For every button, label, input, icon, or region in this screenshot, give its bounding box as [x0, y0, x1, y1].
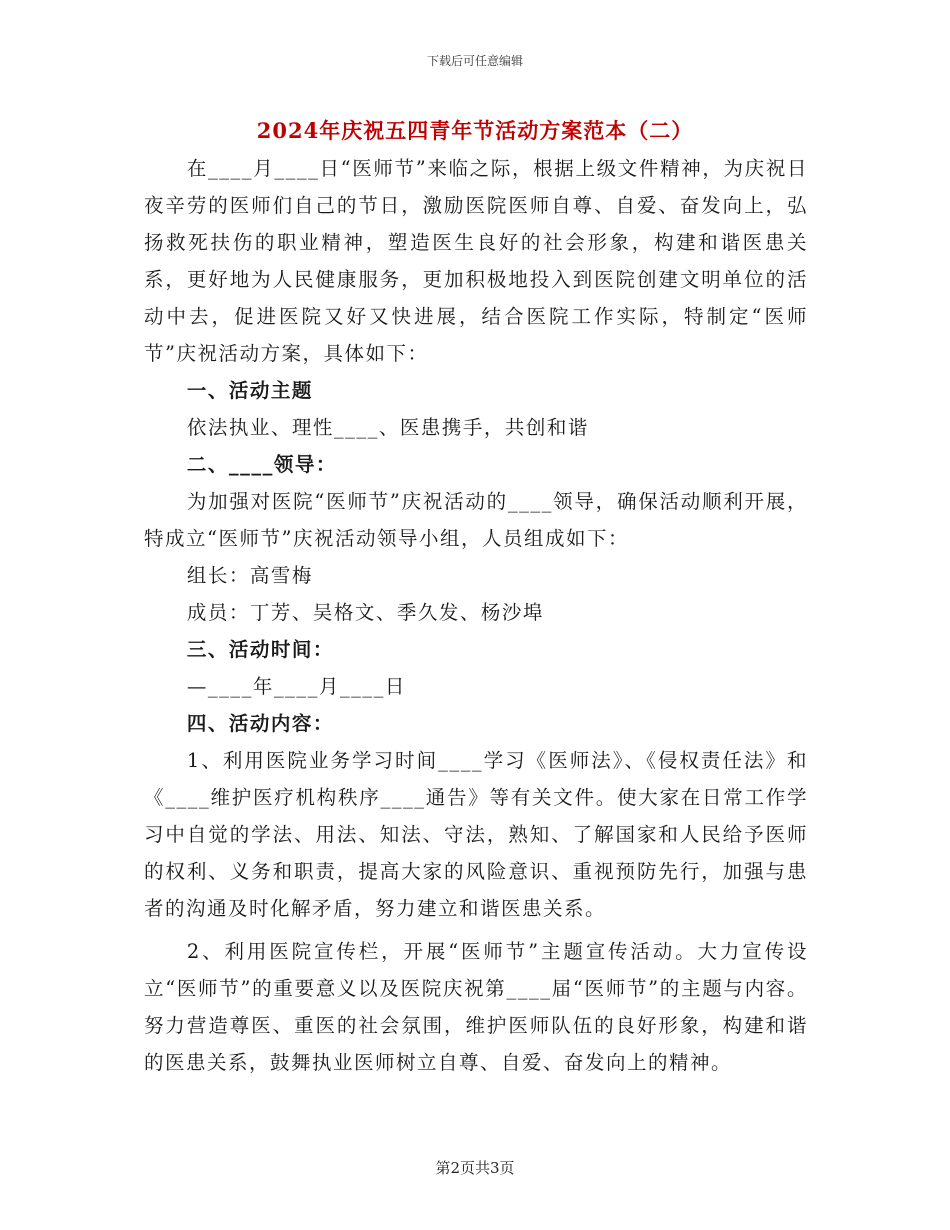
heading-time: 三、活动时间：: [186, 638, 334, 661]
header-note: 下载后可任意编辑: [426, 54, 523, 68]
paragraph-content-2: 2、利用医院宣传栏，开展“医师节”主题宣传活动。大力宣传设立“医师节”的重要意义以及医院庆祝第____届“医师节”的主题与内容。努力营造尊医、重医的社会氛围，维护医师队伍的良好形象，构建和谐的医患关系，鼓舞执业医师树立自尊、自爱、奋发向上的精神。: [144, 940, 808, 1074]
heading-leadership: 二、____领导：: [186, 453, 337, 476]
page-number: 第2页共3页: [435, 1159, 515, 1177]
paragraph-time: —____年____月____日: [186, 675, 406, 698]
document-title: 2024年庆祝五四青年节活动方案范本（二）: [256, 118, 694, 143]
paragraph-members: 成员：丁芳、吴格文、季久发、杨沙埠: [186, 601, 544, 624]
paragraph-intro: 在____月____日“医师节”来临之际，根据上级文件精神，为庆祝日夜辛劳的医师们自己的节日，激励医院医师自尊、自爱、奋发向上，弘扬救死扶伤的职业精神，塑造医生良好的社会形象，构建和谐医患关系，更好地为人民健康服务，更加积极地投入到医院创建文明单位的活动中去，促进医院又好又快进展，结合医院工作实际，特制定“医师节”庆祝活动方案，具体如下：: [144, 157, 808, 365]
paragraph-leadership: 为加强对医院“医师节”庆祝活动的____领导，确保活动顺利开展，特成立“医师节”庆祝活动领导小组，人员组成如下：: [144, 490, 808, 550]
document-body: [144, 150, 808, 1081]
paragraph-theme: 依法执业、理性____、医患携手，共创和谐: [186, 416, 589, 439]
paragraph-leader: 组长：高雪梅: [186, 564, 313, 587]
paragraph-content-1: 1、利用医院业务学习时间____学习《医师法》、《侵权责任法》和《____维护医疗机构秩序____通告》等有关文件。使大家在日常工作学习中自觉的学法、用法、知法、守法，熟知、了解国家和人民给予医师的权利、义务和职责，提高大家的风险意识、重视预防先行，加强与患者的沟通及时化解矛盾，努力建立和谐医患关系。: [144, 749, 808, 920]
heading-theme: 一、活动主题: [186, 379, 313, 402]
heading-content: 四、活动内容：: [186, 712, 334, 735]
